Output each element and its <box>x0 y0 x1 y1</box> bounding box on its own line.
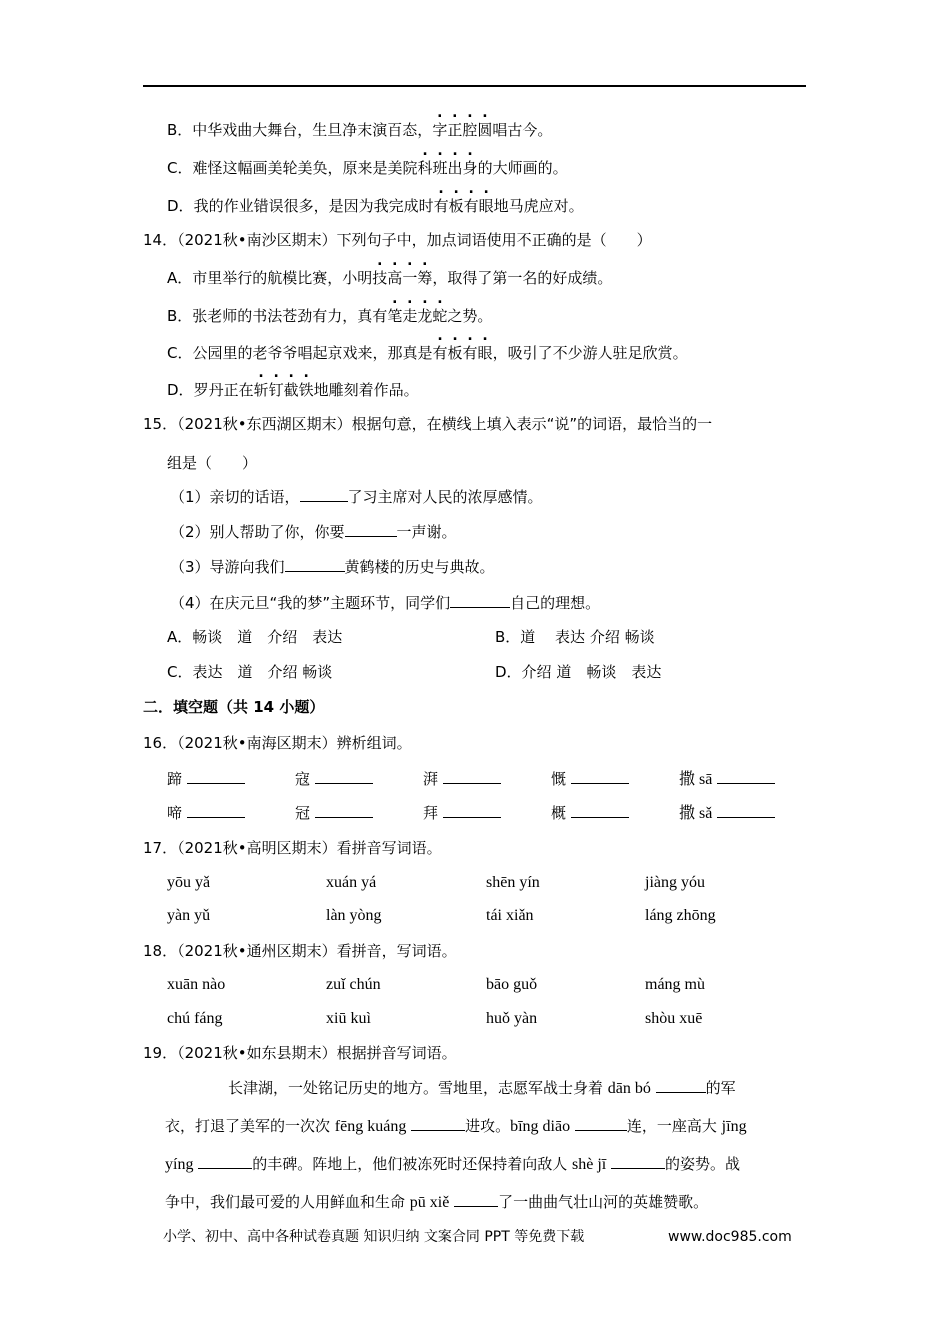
footer-url[interactable]: www.doc985.com <box>668 1229 792 1245</box>
q14-option-c: C．公园里的老爷爷唱起京戏来，那真是有板有眼，吸引了不少游人驻足欣赏。 <box>167 344 688 362</box>
q14-option-d: D．罗丹正在斩钉截铁地雕刻着作品。 <box>167 381 419 399</box>
q18-pinyin: chú fáng <box>167 1010 223 1027</box>
answer-blank[interactable] <box>571 769 629 784</box>
answer-blank[interactable] <box>315 769 373 784</box>
answer-blank[interactable] <box>187 769 245 784</box>
answer-blank[interactable] <box>656 1078 706 1093</box>
answer-blank[interactable] <box>345 522 397 537</box>
footer-text: 小学、初中、高中各种试卷真题 知识归纳 文案合同 PPT 等免费下载 <box>163 1229 585 1245</box>
section-heading: 二．填空题（共 14 小题） <box>143 698 325 716</box>
answer-blank[interactable] <box>611 1154 665 1169</box>
header-rule <box>143 85 806 87</box>
q15-sentence-2: （2）别人帮助了你，你要 一声谢。 <box>170 523 457 541</box>
q18-pinyin: máng mù <box>645 976 705 993</box>
answer-blank[interactable] <box>450 593 510 608</box>
q17-pinyin: yōu yǎ <box>167 874 211 891</box>
q16-item: 冠 <box>295 803 373 823</box>
q16-item: 啼 <box>167 803 245 823</box>
q15-stem-line2: 组是（ ） <box>167 454 258 472</box>
q19-stem: 19．（2021秋•如东县期末）根据拼音写词语。 <box>143 1044 457 1062</box>
answer-blank[interactable] <box>443 803 501 818</box>
answer-blank[interactable] <box>315 803 373 818</box>
q17-pinyin: xuán yá <box>326 874 377 891</box>
q18-pinyin: xiū kuì <box>326 1010 371 1027</box>
q17-stem: 17．（2021秋•高明区期末）看拼音写词语。 <box>143 839 442 857</box>
q16-item: 慨 <box>551 769 629 789</box>
q13-option-b: B．中华戏曲大舞台，生旦净末演百态，字正腔圆唱古今。 <box>167 121 553 139</box>
q19-paragraph-line2: 衣，打退了美军的一次次 fēng kuáng 进攻。bīng diāo 连，一座高大 jīng <box>165 1117 747 1135</box>
q17-pinyin: jiàng yóu <box>645 874 705 891</box>
q17-pinyin: làn yòng <box>326 907 382 924</box>
q15-option-d: D．介绍 道 畅谈 表达 <box>495 663 662 681</box>
q16-stem: 16．（2021秋•南海区期末）辨析组词。 <box>143 734 412 752</box>
q15-option-a: A．畅谈 道 介绍 表达 <box>167 628 343 646</box>
q17-pinyin: yàn yǔ <box>167 907 211 924</box>
q17-pinyin: shēn yín <box>486 874 540 891</box>
q15-option-c: C．表达 道 介绍 畅谈 <box>167 663 333 681</box>
q19-paragraph-line3: yíng 的丰碑。阵地上，他们被冻死时还保持着向敌人 shè jī 的姿势。战 <box>165 1155 741 1173</box>
q19-paragraph-line4: 争中，我们最可爱的人用鲜血和生命 pū xiě 了一曲曲气壮山河的英雄赞歌。 <box>165 1193 709 1211</box>
q15-option-b: B．道 表达 介绍 畅谈 <box>495 628 655 646</box>
q16-item: 寇 <box>295 769 373 789</box>
answer-blank[interactable] <box>717 803 775 818</box>
q15-sentence-1: （1）亲切的话语， 了习主席对人民的浓厚感情。 <box>170 488 543 506</box>
answer-blank[interactable] <box>575 1116 627 1131</box>
q18-stem: 18．（2021秋•通州区期末）看拼音，写词语。 <box>143 942 457 960</box>
q16-item: 蹄 <box>167 769 245 789</box>
answer-blank[interactable] <box>571 803 629 818</box>
q18-pinyin: huǒ yàn <box>486 1010 538 1027</box>
q15-sentence-3: （3）导游向我们 黄鹤楼的历史与典故。 <box>170 558 495 576</box>
q13-option-c: C．难怪这幅画美轮美奂，原来是美院科班出身的大师画的。 <box>167 159 568 177</box>
q18-pinyin: bāo guǒ <box>486 976 538 993</box>
q18-pinyin: zuǐ chún <box>326 976 381 993</box>
q13-option-d: D．我的作业错误很多，是因为我完成时有板有眼地马虎应对。 <box>167 197 584 215</box>
q18-pinyin: shòu xuē <box>645 1010 703 1027</box>
answer-blank[interactable] <box>443 769 501 784</box>
q15-stem-line1: 15．（2021秋•东西湖区期末）根据句意，在横线上填入表示“说”的词语，最恰当的一 <box>143 415 713 433</box>
q16-item: 概 <box>551 803 629 823</box>
q15-sentence-4: （4）在庆元旦“我的梦”主题环节，同学们 自己的理想。 <box>170 594 601 612</box>
answer-blank[interactable] <box>187 803 245 818</box>
answer-blank[interactable] <box>285 557 345 572</box>
q16-item: 撒 sǎ <box>679 803 775 824</box>
answer-blank[interactable] <box>300 487 348 502</box>
answer-blank[interactable] <box>717 769 775 784</box>
q17-pinyin: láng zhōng <box>645 907 716 924</box>
answer-blank[interactable] <box>454 1192 498 1207</box>
q14-option-a: A．市里举行的航模比赛，小明技高一筹，取得了第一名的好成绩。 <box>167 269 613 287</box>
q16-item: 拜 <box>423 803 501 823</box>
q16-item: 湃 <box>423 769 501 789</box>
q17-pinyin: tái xiǎn <box>486 907 534 924</box>
q18-pinyin: xuān nào <box>167 976 226 993</box>
q14-option-b: B．张老师的书法苍劲有力，真有笔走龙蛇之势。 <box>167 307 493 325</box>
q19-paragraph-line1: 长津湖，一处铭记历史的地方。雪地里，志愿军战士身着 dān bó 的军 <box>228 1079 736 1097</box>
answer-blank[interactable] <box>411 1116 465 1131</box>
q16-item: 撒 sā <box>679 769 775 790</box>
answer-blank[interactable] <box>198 1154 252 1169</box>
q14-stem: 14．（2021秋•南沙区期末）下列句子中，加点词语使用不正确的是（ ） <box>143 231 652 249</box>
